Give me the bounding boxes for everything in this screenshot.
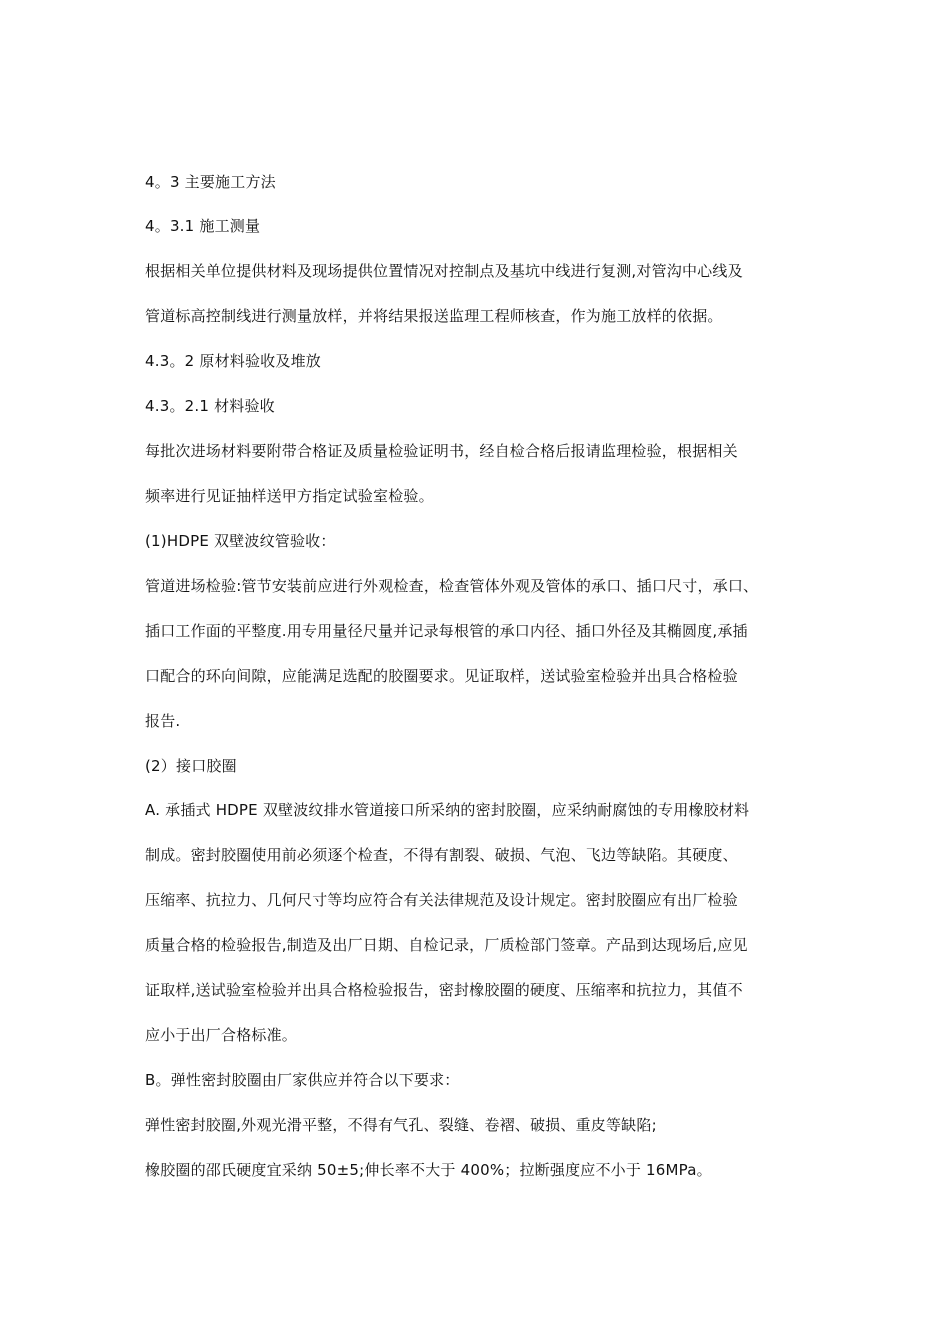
paragraph-line: 频率进行见证抽样送甲方指定试验室检验。 <box>145 487 434 505</box>
paragraph-line: 管道标高控制线进行测量放样，并将结果报送监理工程师核查，作为施工放样的依据。 <box>145 307 723 325</box>
paragraph-line: 口配合的环向间隙，应能满足选配的胶圈要求。见证取样，送试验室检验并出具合格检验 <box>145 667 738 685</box>
item-heading-1: (1)HDPE 双壁波纹管验收： <box>145 532 336 550</box>
paragraph-line: 插口工作面的平整度.用专用量径尺量并记录每根管的承口内径、插口外径及其椭圆度,承插 <box>145 622 748 640</box>
section-heading-4-3: 4。3 主要施工方法 <box>145 173 276 191</box>
subsection-heading-4-3-1: 4。3.1 施工测量 <box>145 217 261 235</box>
paragraph-line: 橡胶圈的邵氏硬度宜采纳 50±5;伸长率不大于 400%；拉断强度应不小于 16MPa。 <box>145 1161 712 1179</box>
paragraph-line: 质量合格的检验报告,制造及出厂日期、自检记录，厂质检部门签章。产品到达现场后,应见 <box>145 936 748 954</box>
paragraph-line: 弹性密封胶圈,外观光滑平整，不得有气孔、裂缝、卷褶、破损、重皮等缺陷; <box>145 1116 657 1134</box>
paragraph-line: 管道进场检验:管节安装前应进行外观检查，检查管体外观及管体的承口、插口尺寸，承口、 <box>145 577 759 595</box>
paragraph-line: 制成。密封胶圈使用前必须逐个检查，不得有割裂、破损、气泡、飞边等缺陷。其硬度、 <box>145 846 738 864</box>
paragraph-line: 应小于出厂合格标准。 <box>145 1026 298 1044</box>
subsection-heading-4-3-2: 4.3。2 原材料验收及堆放 <box>145 352 321 370</box>
item-heading-b: B。弹性密封胶圈由厂家供应并符合以下要求： <box>145 1071 460 1089</box>
paragraph-line: 压缩率、抗拉力、几何尺寸等均应符合有关法律规范及设计规定。密封胶圈应有出厂检验 <box>145 891 738 909</box>
paragraph-line: 报告. <box>145 712 181 730</box>
paragraph-line: 每批次进场材料要附带合格证及质量检验证明书，经自检合格后报请监理检验，根据相关 <box>145 442 738 460</box>
item-heading-2: (2）接口胶圈 <box>145 757 237 775</box>
subsection-heading-4-3-2-1: 4.3。2.1 材料验收 <box>145 397 275 415</box>
paragraph-line: 证取样,送试验室检验并出具合格检验报告，密封橡胶圈的硬度、压缩率和抗拉力，其值不 <box>145 981 743 999</box>
paragraph-line: 根据相关单位提供材料及现场提供位置情况对控制点及基坑中线进行复测,对管沟中心线及 <box>145 262 743 280</box>
paragraph-line: A. 承插式 HDPE 双壁波纹排水管道接口所采纳的密封胶圈，应采纳耐腐蚀的专用橡胶材料 <box>145 801 750 819</box>
